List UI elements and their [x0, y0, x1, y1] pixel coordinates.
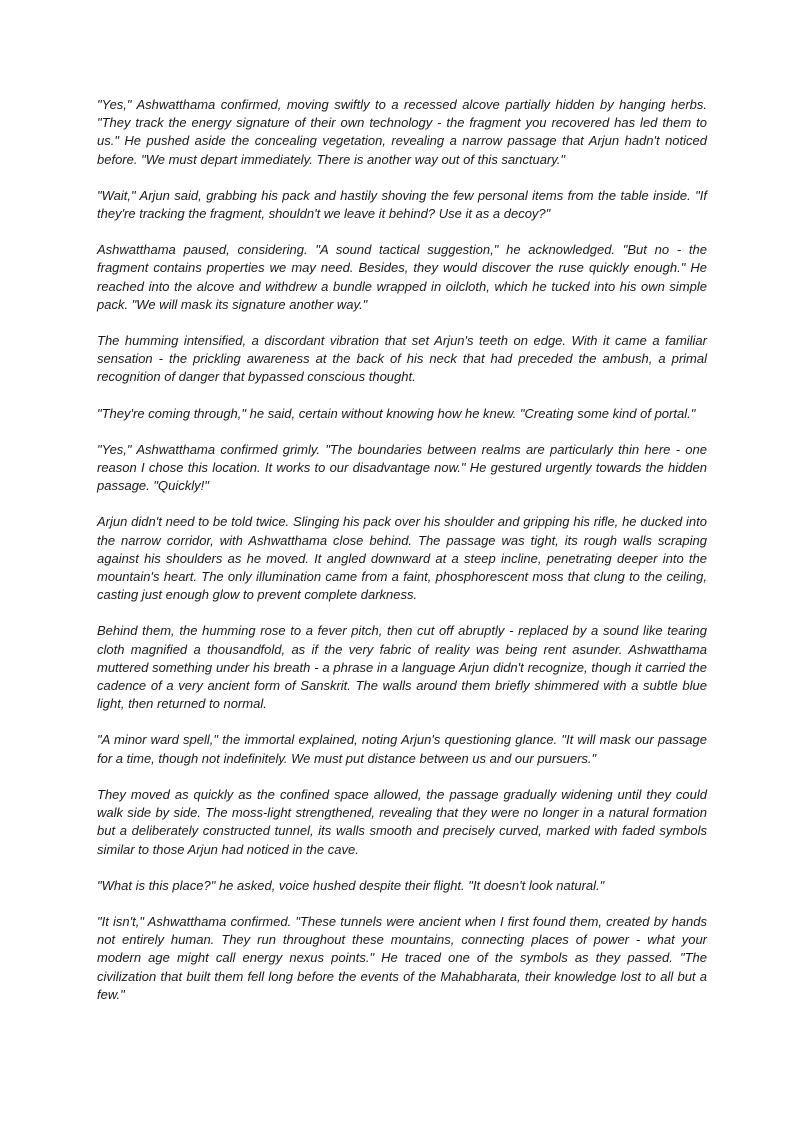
paragraph: The humming intensified, a discordant vibration that set Arjun's teeth on edge. With it came a familiar sensation - the prickling awareness at the back of his neck that had preceded the ambush, a primal recognition of danger that bypassed conscious thought.: [97, 333, 707, 385]
paragraph: Ashwatthama paused, considering. "A sound tactical suggestion," he acknowledged. "But no - the fragment contains properties we may need. Besides, they would discover the ruse quickly enough." He reached into the alcove and withdrew a bundle wrapped in oilcloth, which he tucked into his own simple pack. "We will mask its signature another way.": [97, 242, 707, 312]
paragraph: Behind them, the humming rose to a fever pitch, then cut off abruptly - replaced by a sound like tearing cloth magnified a thousandfold, as if the very fabric of reality was being rent asunder. Ashwatthama muttered something under his breath - a phrase in a language Arjun didn't recognize, though it carried the cadence of a very ancient form of Sanskrit. The walls around them briefly shimmered with a subtle blue light, then returned to normal.: [97, 623, 707, 712]
paragraph: "They're coming through," he said, certain without knowing how he knew. "Creating some kind of portal.": [97, 405, 696, 421]
paragraph: "A minor ward spell," the immortal explained, noting Arjun's questioning glance. "It will mask our passage for a time, though not indefinitely. We must put distance between us and our pursuers.": [97, 732, 707, 766]
paragraph: Arjun didn't need to be told twice. Slinging his pack over his shoulder and gripping his rifle, he ducked into the narrow corridor, with Ashwatthama close behind. The passage was tight, its rough walls scraping against his shoulders as he moved. It angled downward at a steep incline, penetrating deeper into the mountain's heart. The only illumination came from a faint, phosphorescent moss that clung to the ceiling, casting just enough glow to prevent complete darkness.: [97, 514, 707, 603]
document-page: [97, 96, 707, 1022]
paragraph: "Yes," Ashwatthama confirmed grimly. "The boundaries between realms are particularly thin here - one reason I chose this location. It works to our disadvantage now." He gestured urgently towards the hidden passage. "Quickly!": [97, 441, 707, 494]
paragraph: "Yes," Ashwatthama confirmed, moving swiftly to a recessed alcove partially hidden by hanging herbs. "They track the energy signature of their own technology - the fragment you recovered has led them to us." He pushed aside the concealing vegetation, revealing a narrow passage that Arjun hadn't noticed before. "We must depart immediately. There is another way out of this sanctuary.": [97, 97, 707, 167]
paragraph: "What is this place?" he asked, voice hushed despite their flight. "It doesn't look natural.": [97, 877, 605, 893]
paragraph: They moved as quickly as the confined space allowed, the passage gradually widening until they could walk side by side. The moss-light strengthened, revealing that they were no longer in a natural formation but a deliberately constructed tunnel, its walls smooth and precisely curved, marked with faded symbols similar to those Arjun had noticed in the cave.: [97, 786, 707, 857]
paragraph: "It isn't," Ashwatthama confirmed. "These tunnels were ancient when I first found them, created by hands not entirely human. They run throughout these mountains, connecting places of power - what your modern age might call energy nexus points." He traced one of the symbols as they passed. "The civilization that built them fell long before the events of the Mahabharata, their knowledge lost to all but a few.": [97, 913, 707, 1002]
paragraph: "Wait," Arjun said, grabbing his pack and hastily shoving the few personal items from the table inside. "If they're tracking the fragment, shouldn't we leave it behind? Use it as a decoy?": [97, 187, 707, 222]
